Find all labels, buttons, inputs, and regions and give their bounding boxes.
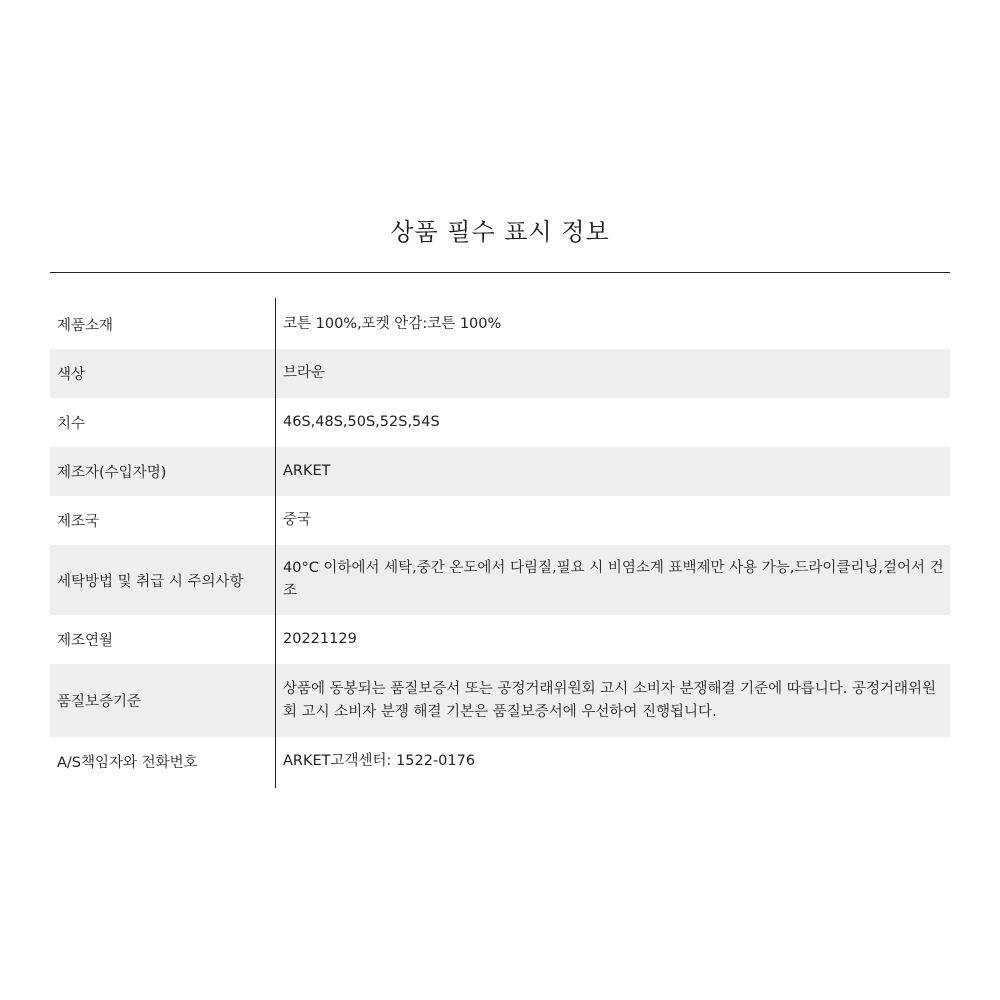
row-label: 제조연월 [57, 633, 114, 649]
row-label: 제조자(수입자명) [57, 465, 167, 481]
table-row-material [50, 300, 950, 349]
row-value: 46S,48S,50S,52S,54S [283, 414, 440, 430]
row-label: A/S책임자와 전화번호 [57, 755, 198, 771]
row-value: ARKET [283, 463, 331, 479]
title-divider [50, 272, 950, 273]
row-value: 중국 [283, 512, 312, 528]
row-label: 세탁방법 및 취급 시 주의사항 [57, 573, 244, 590]
table-row-manufacturer [50, 447, 950, 496]
row-label: 품질보증기준 [57, 694, 142, 710]
row-label: 제조국 [57, 514, 100, 530]
row-label: 치수 [57, 416, 86, 432]
table-row-care [50, 545, 950, 615]
table-row-date [50, 615, 950, 664]
table-row-size [50, 398, 950, 447]
page-title: 상품 필수 표시 정보 [390, 218, 610, 246]
row-value: 브라운 [283, 365, 326, 381]
row-value: 상품에 동봉되는 품질보증서 또는 공정거래위원회 고시 소비자 분쟁해결 기준에 따릅니다. 공정거래위원회 고시 소비자 분쟁 해결 기본은 품질보증서에 우선하여 진행됩니다. [283, 680, 936, 720]
table-row-service [50, 737, 950, 786]
row-value: 20221129 [283, 631, 357, 647]
row-value: 40°C 이하에서 세탁,중간 온도에서 다림질,필요 시 비염소계 표백제만 사용 가능,드라이클리닝,걸어서 건조 [283, 560, 944, 599]
row-label: 색상 [57, 367, 86, 383]
table-row-color [50, 349, 950, 398]
table-row-warranty [50, 664, 950, 737]
row-value: ARKET고객센터: 1522-0176 [283, 753, 476, 769]
table-row-country [50, 496, 950, 545]
row-label: 제품소재 [57, 318, 114, 334]
row-value: 코튼 100%,포켓 안감:코튼 100% [283, 316, 502, 332]
column-divider [275, 298, 276, 788]
product-info-table [50, 300, 950, 786]
